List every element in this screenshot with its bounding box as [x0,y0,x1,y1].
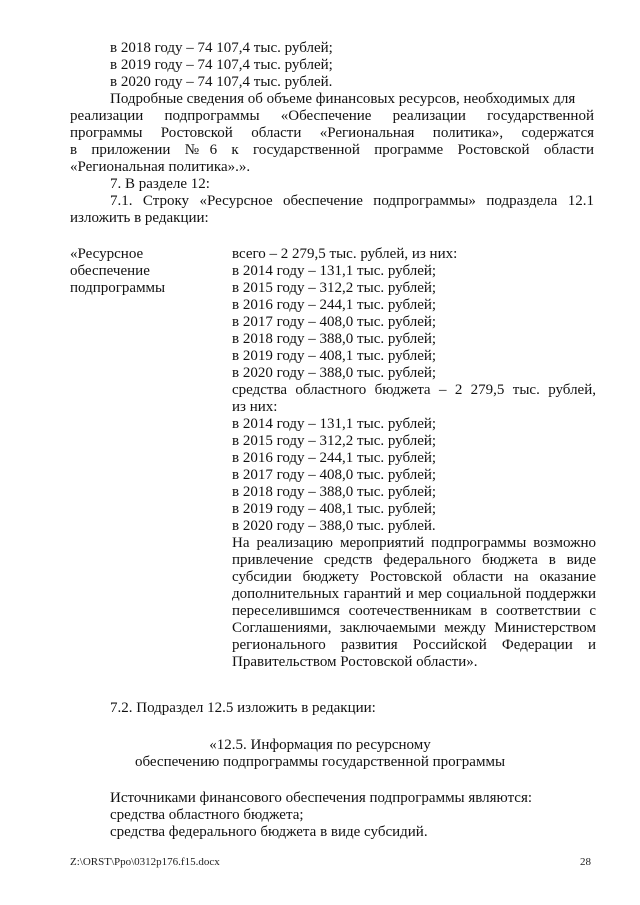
table-note-line: регионального развития Российской Федерации и [232,637,596,653]
subsection-heading: обеспечению подпрограммы государственной программы [134,754,506,770]
item-line: 7.2. Подраздел 12.5 изложить в редакции: [110,700,376,716]
table-note-line: Соглашениями, заключаемыми между Министерством [232,620,596,636]
table-row: в 2016 году – 244,1 тыс. рублей; [232,297,437,313]
table-label: «Ресурсное [70,246,144,262]
table-note-line: дополнительных гарантий и мер социальной поддержки [232,586,596,602]
table-row: в 2017 году – 408,0 тыс. рублей; [232,314,437,330]
table-label: подпрограммы [70,280,166,296]
page-number: 28 [580,856,591,868]
subsection-heading: «12.5. Информация по ресурсному [209,737,431,753]
table-row: в 2020 году – 388,0 тыс. рублей; [232,365,437,381]
text-line: в 2019 году – 74 107,4 тыс. рублей; [110,57,333,73]
table-row: всего – 2 279,5 тыс. рублей, из них: [232,246,458,262]
text-line: в 2020 году – 74 107,4 тыс. рублей. [110,74,333,90]
table-row: в 2019 году – 408,1 тыс. рублей; [232,348,437,364]
paragraph-line: средства областного бюджета; [110,807,304,823]
paragraph-line: средства федерального бюджета в виде субсидий. [110,824,428,840]
table-note-line: На реализацию мероприятий подпрограммы возможно [232,535,596,551]
table-note-line: Правительством Ростовской области». [232,654,478,670]
paragraph-line: в приложении №6 к государственной программе Ростовской области [70,142,594,158]
table-note-line: переселившимся соотечественникам в соответствии с [232,603,596,619]
table-row: в 2014 году – 131,1 тыс. рублей; [232,263,437,279]
table-row: из них: [232,399,278,415]
table-row: средства областного бюджета – 2 279,5 тыс. рублей, [232,382,596,398]
table-label-column [70,246,220,297]
table-row: в 2019 году – 408,1 тыс. рублей; [232,501,437,517]
item-line: 7.1. Строку «Ресурсное обеспечение подпрограммы» подраздела 12.1 [110,193,594,209]
paragraph-line: реализации подпрограммы «Обеспечение реализации государственной [70,108,594,124]
paragraph-line: программы Ростовской области «Региональная политика», содержатся [70,125,594,141]
table-note-line: привлечение средств федерального бюджета в виде [232,552,596,568]
table-row: в 2020 году – 388,0 тыс. рублей. [232,518,436,534]
table-row: в 2018 году – 388,0 тыс. рублей; [232,331,437,347]
table-value-column [232,246,596,671]
paragraph-line: Подробные сведения об объеме финансовых ресурсов, необходимых для [110,91,576,107]
paragraph-line: Источниками финансового обеспечения подпрограммы являются: [110,790,533,806]
table-row: в 2015 году – 312,2 тыс. рублей; [232,280,437,296]
section-heading: 7. В разделе 12: [110,176,210,192]
table-row: в 2015 году – 312,2 тыс. рублей; [232,433,437,449]
table-label: обеспечение [70,263,150,279]
table-row: в 2018 году – 388,0 тыс. рублей; [232,484,437,500]
table-row: в 2016 году – 244,1 тыс. рублей; [232,450,437,466]
paragraph-line: «Региональная политика».». [70,159,251,175]
footer-file-path: Z:\ORST\Ppo\0312p176.f15.docx [70,856,220,868]
table-row: в 2014 году – 131,1 тыс. рублей; [232,416,437,432]
item-line: изложить в редакции: [70,210,209,226]
table-row: в 2017 году – 408,0 тыс. рублей; [232,467,437,483]
text-line: в 2018 году – 74 107,4 тыс. рублей; [110,40,333,56]
table-note-line: субсидии бюджету Ростовской области на оказание [232,569,596,585]
